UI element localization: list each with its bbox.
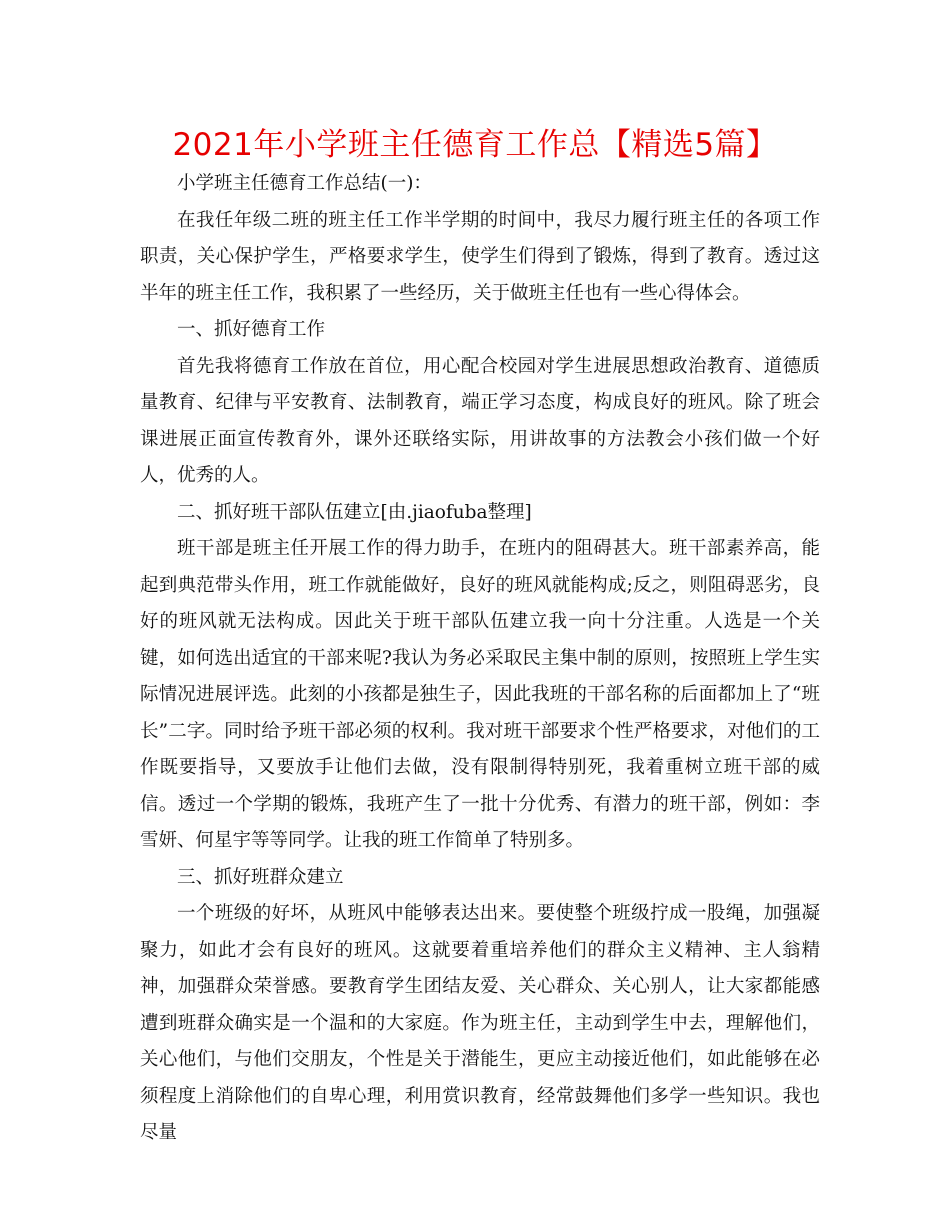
body-paragraph: 在我任年级二班的班主任工作半学期的时间中，我尽力履行班主任的各项工作职责，关心保护学生，严格要求学生，使学生们得到了锻炼，得到了教育。透过这半年的班主任工作，我积累了一些经历，关于做班主任也有一些心得体会。	[140, 209, 820, 304]
body-paragraph: 一个班级的好坏，从班风中能够表达出来。要使整个班级拧成一股绳，加强凝聚力，如此才会有良好的班风。这就要着重培养他们的群众主义精神、主人翁精神，加强群众荣誉感。要教育学生团结友爱、关心群众、关心别人，让大家都能感遭到班群众确实是一个温和的大家庭。作为班主任，主动到学生中去，理解他们，关心他们，与他们交朋友，个性是关于潜能生，更应主动接近他们，如此能够在必须程度上消除他们的自卑心理，利用赏识教育，经常鼓舞他们多学一些知识。我也尽量	[140, 903, 820, 1143]
document-body	[140, 166, 820, 1152]
section-heading: 小学班主任德育工作总结(一)：	[177, 173, 432, 194]
section-heading: 一、抓好德育工作	[177, 319, 326, 340]
document-title: 2021年小学班主任德育工作总【精选5篇】	[172, 127, 778, 163]
section-heading: 二、抓好班干部队伍建立[由.jiaofuba整理]	[177, 501, 532, 523]
body-paragraph: 班干部是班主任开展工作的得力助手，在班内的阻碍甚大。班干部素养高，能起到典范带头作用，班工作就能做好，良好的班风就能构成;反之，则阻碍恶劣，良好的班风就无法构成。因此关于班干部队伍建立我一向十分注重。人选是一个关键，如何选出适宜的干部来呢?我认为务必采取民主集中制的原则，按照班上学生实际情况进展评选。此刻的小孩都是独生子，因此我班的干部名称的后面都加上了“班长”二字。同时给予班干部必须的权利。我对班干部要求个性严格要求，对他们的工作既要指导，又要放手让他们去做，没有限制得特别死，我着重树立班干部的威信。透过一个学期的锻炼，我班产生了一批十分优秀、有潜力的班干部，例如：李雪妍、何星宇等等同学。让我的班工作简单了特别多。	[140, 538, 820, 851]
section-heading: 三、抓好班群众建立	[177, 866, 344, 888]
body-paragraph: 首先我将德育工作放在首位，用心配合校园对学生进展思想政治教育、道德质量教育、纪律与平安教育、法制教育，端正学习态度，构成良好的班风。除了班会课进展正面宣传教育外，课外还联络实际，用讲故事的方法教会小孩们做一个好人，优秀的人。	[140, 355, 820, 486]
